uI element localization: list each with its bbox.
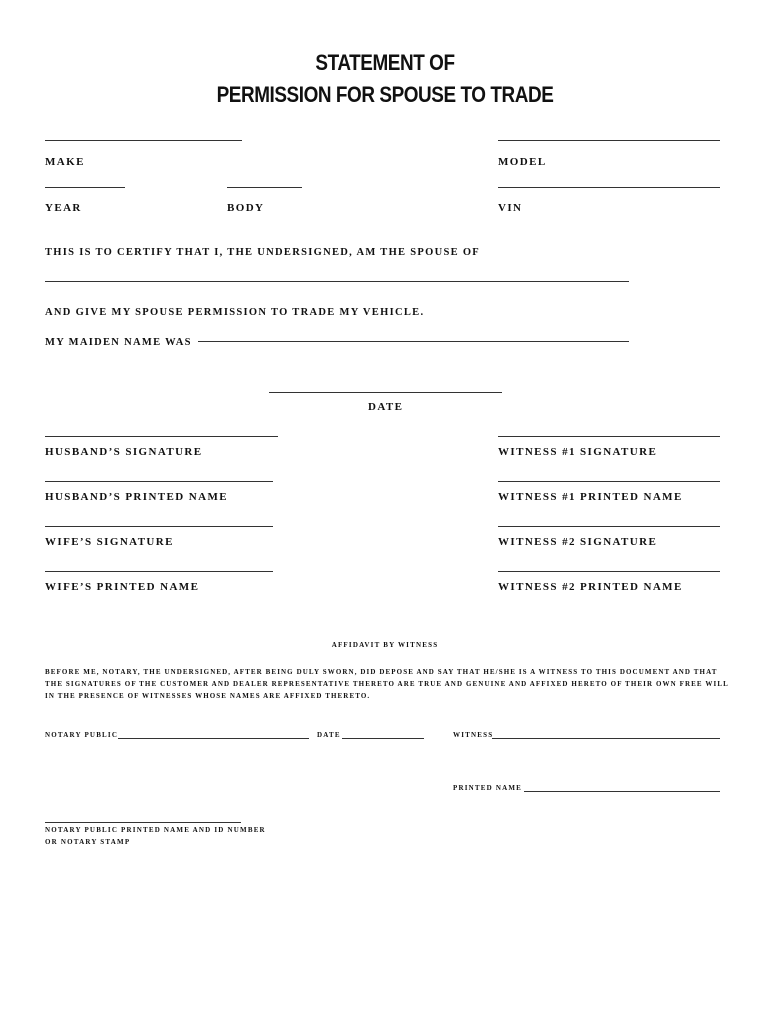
notary-witness-label: WITNESS: [453, 731, 494, 739]
wife-printed-name-field[interactable]: [45, 571, 273, 572]
notary-id-label-line1: NOTARY PUBLIC PRINTED NAME AND ID NUMBER: [45, 826, 266, 834]
vin-field[interactable]: [498, 187, 720, 188]
husband-printed-name-label: HUSBAND’S PRINTED NAME: [45, 491, 228, 503]
maiden-name-field[interactable]: [198, 341, 629, 342]
notary-public-label: NOTARY PUBLIC: [45, 731, 119, 739]
witness1-signature-field[interactable]: [498, 436, 720, 437]
witness1-printed-name-field[interactable]: [498, 481, 720, 482]
witness2-printed-name-label: WITNESS #2 PRINTED NAME: [498, 581, 683, 593]
printed-name-field[interactable]: [524, 791, 720, 792]
husband-signature-field[interactable]: [45, 436, 278, 437]
notary-witness-field[interactable]: [492, 738, 720, 739]
witness2-signature-field[interactable]: [498, 526, 720, 527]
notary-date-field[interactable]: [342, 738, 424, 739]
make-label: MAKE: [45, 156, 85, 168]
model-field[interactable]: [498, 140, 720, 141]
printed-name-label: PRINTED NAME: [453, 784, 523, 792]
affidavit-body: BEFORE ME, NOTARY, THE UNDERSIGNED, AFTER BEING DULY SWORN, DID DEPOSE AND SAY THAT HE/SHE IS A WITNESS TO THIS DOCUMENT AND THAT THE SIGNATURES OF THE CUSTOMER AND DEALER REPRESENTATIVE THERETO ARE TRUE AND GENUINE AND AFFIXED HERETO OF THEIR OWN FREE WILL IN THE PRESENCE OF WITNESSES WHOSE NAMES ARE AFFIXED THERETO.: [45, 668, 729, 700]
year-field[interactable]: [45, 187, 125, 188]
wife-signature-label: WIFE’S SIGNATURE: [45, 536, 174, 548]
witness2-signature-label: WITNESS #2 SIGNATURE: [498, 536, 658, 548]
witness2-printed-name-field[interactable]: [498, 571, 720, 572]
body-label: BODY: [227, 202, 265, 214]
notary-id-field[interactable]: [45, 822, 241, 823]
body-field[interactable]: [227, 187, 302, 188]
affidavit-heading: AFFIDAVIT BY WITNESS: [331, 641, 439, 649]
witness1-signature-label: WITNESS #1 SIGNATURE: [498, 446, 658, 458]
document-title-line1: STATEMENT OF: [315, 50, 455, 75]
certify-text: THIS IS TO CERTIFY THAT I, THE UNDERSIGNED, AM THE SPOUSE OF: [45, 247, 481, 258]
notary-public-field[interactable]: [118, 738, 309, 739]
wife-printed-name-label: WIFE’S PRINTED NAME: [45, 581, 200, 593]
make-field[interactable]: [45, 140, 242, 141]
wife-signature-field[interactable]: [45, 526, 273, 527]
date-field[interactable]: [269, 392, 502, 393]
permission-text: AND GIVE MY SPOUSE PERMISSION TO TRADE MY VEHICLE.: [45, 307, 425, 318]
vin-label: VIN: [498, 202, 523, 214]
husband-signature-label: HUSBAND’S SIGNATURE: [45, 446, 203, 458]
date-label: DATE: [368, 401, 404, 413]
witness1-printed-name-label: WITNESS #1 PRINTED NAME: [498, 491, 683, 503]
notary-id-label-line2: OR NOTARY STAMP: [45, 838, 131, 846]
year-label: YEAR: [45, 202, 82, 214]
model-label: MODEL: [498, 156, 547, 168]
maiden-name-label: MY MAIDEN NAME WAS: [45, 337, 192, 348]
document-title-line2: PERMISSION FOR SPOUSE TO TRADE: [216, 82, 554, 107]
husband-printed-name-field[interactable]: [45, 481, 273, 482]
spouse-name-field[interactable]: [45, 281, 629, 282]
notary-date-label: DATE: [317, 731, 341, 739]
